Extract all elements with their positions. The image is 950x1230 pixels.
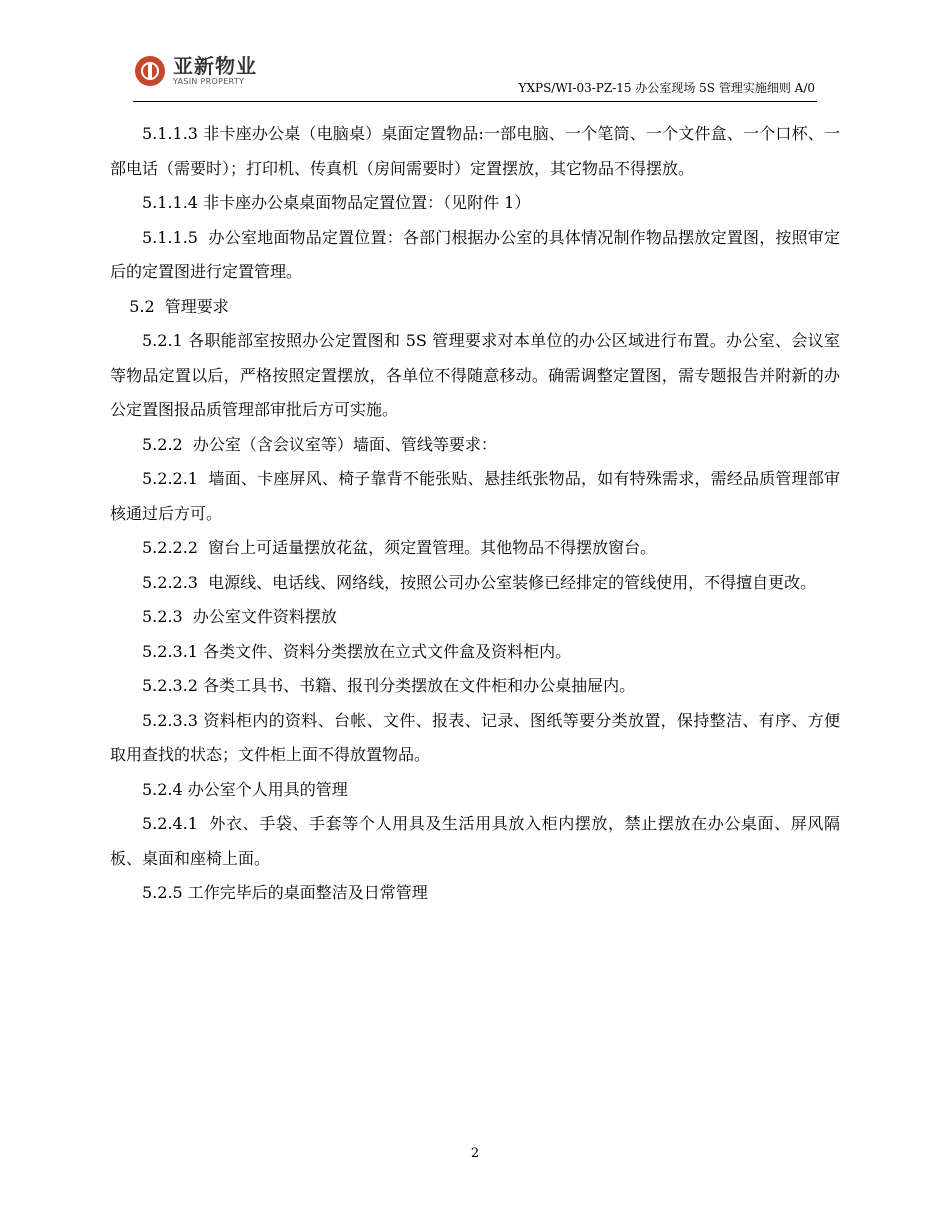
document-body <box>110 117 840 911</box>
paragraph-5-1-1-3: 5.1.1.3 非卡座办公桌（电脑桌）桌面定置物品:一部电脑、一个笔筒、一个文件盒、一个口杯、一部电话（需要时）；打印机、传真机（房间需要时）定置摆放，其它物品不得摆放。 <box>110 124 840 178</box>
paragraph-5-2-2-2: 5.2.2.2 窗台上可适量摆放花盆，须定置管理。其他物品不得摆放窗台。 <box>142 538 657 557</box>
page-number: 2 <box>470 1146 480 1161</box>
paragraph-5-2-4-1: 5.2.4.1 外衣、手袋、手套等个人用具及生活用具放入柜内摆放，禁止摆放在办公桌面、屏风隔板、桌面和座椅上面。 <box>110 814 840 868</box>
paragraph-5-1-1-4: 5.1.1.4 非卡座办公桌桌面物品定置位置：（见附件 1） <box>142 193 531 212</box>
section-heading-5-2: 5.2 管理要求 <box>129 296 229 316</box>
paragraph-5-2-4: 5.2.4 办公室个人用具的管理 <box>142 779 348 799</box>
company-logo-icon <box>135 56 165 86</box>
logo-chinese-name: 亚新物业 <box>173 54 257 78</box>
header-divider <box>133 101 817 102</box>
paragraph-5-2-3-3: 5.2.3.3 资料柜内的资料、台帐、文件、报表、记录、图纸等要分类放置，保持整洁、有序、方便取用查找的状态；文件柜上面不得放置物品。 <box>110 710 840 764</box>
document-reference: YXPS/WI-03-PZ-15 办公室现场 5S 管理实施细则 A/0 <box>518 81 815 95</box>
paragraph-5-1-1-5: 5.1.1.5 办公室地面物品定置位置：各部门根据办公室的具体情况制作物品摆放定置图，按照审定后的定置图进行定置管理。 <box>110 227 840 281</box>
paragraph-5-2-5: 5.2.5 工作完毕后的桌面整洁及日常管理 <box>142 883 428 902</box>
paragraph-5-2-1: 5.2.1 各职能部室按照办公定置图和 5S 管理要求对本单位的办公区域进行布置。办公室、会议室等物品定置以后，严格按照定置摆放，各单位不得随意移动。确需调整定置图，需专题报告并附新的办公定置图报品质管理部审批后方可实施。 <box>110 331 840 419</box>
paragraph-5-2-3-2: 5.2.3.2 各类工具书、书籍、报刊分类摆放在文件柜和办公桌抽屉内。 <box>142 676 636 695</box>
company-logo <box>135 56 257 86</box>
paragraph-5-2-2-1: 5.2.2.1 墙面、卡座屏风、椅子靠背不能张贴、悬挂纸张物品，如有特殊需求，需经品质管理部审核通过后方可。 <box>110 469 840 523</box>
paragraph-5-2-3: 5.2.3 办公室文件资料摆放 <box>142 607 337 626</box>
paragraph-5-2-2-3: 5.2.2.3 电源线、电话线、网络线，按照公司办公室装修已经排定的管线使用，不得擅自更改。 <box>142 572 817 592</box>
logo-text <box>173 56 257 86</box>
paragraph-5-2-3-1: 5.2.3.1 各类文件、资料分类摆放在立式文件盒及资料柜内。 <box>142 641 572 661</box>
logo-english-name: YASIN PROPERTY <box>173 77 245 86</box>
paragraph-5-2-2: 5.2.2 办公室（含会议室等）墙面、管线等要求： <box>142 434 497 454</box>
